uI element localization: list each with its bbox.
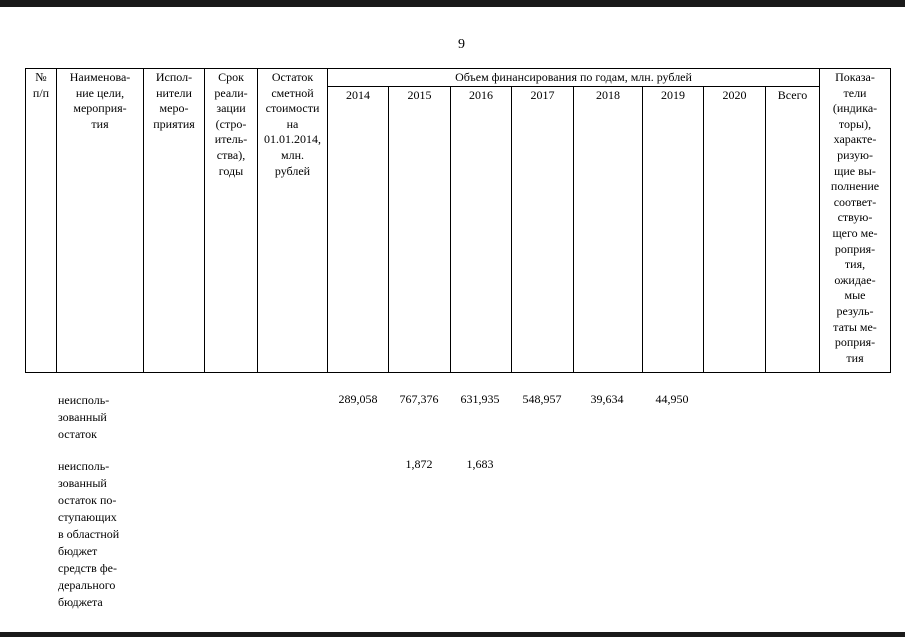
year-2018: 2018 (596, 88, 620, 102)
row-1-value-2016: 631,935 (460, 392, 500, 406)
row-1-value-2014: 289,058 (338, 392, 378, 406)
page-number: 9 (458, 37, 465, 52)
bottom-scan-border (0, 632, 905, 637)
year-2019: 2019 (661, 88, 685, 102)
header-funding-title: Объем финансирования по годам, млн. рублей (455, 70, 692, 84)
row-1-name: неисполь- зованный остаток (58, 393, 110, 441)
row-1-value-2018: 39,634 (590, 392, 624, 406)
top-scan-border (0, 0, 905, 7)
header-cost-remainder: Остаток сметной стоимости на 01.01.2014, млн. рублей (264, 70, 321, 178)
row-1-value-2015: 767,376 (399, 392, 439, 406)
header-term: Срок реали- зации (стро- итель- ства), годы (214, 70, 248, 178)
header-goal-name: Наименова- ние цели, мероприя- тия (69, 70, 131, 131)
row-2-name: неисполь- зованный остаток по- ступающих в областной бюджет средств фе- дерального бюджета (58, 459, 120, 609)
header-executors: Испол- нители меро- приятия (153, 70, 195, 131)
year-total: Всего (777, 88, 808, 102)
year-2020: 2020 (722, 88, 747, 102)
header-indicators: Показа- тели (индика- торы), характе- ризую- щие вы- полнение соответ- ствую- щего ме- роприя- тия, ожидае- мые резуль- таты ме- роприя- тия (830, 70, 880, 365)
row-2-value-2016: 1,683 (466, 457, 494, 471)
row-1-value-2017: 548,957 (522, 392, 562, 406)
year-2014: 2014 (346, 88, 370, 102)
row-1-value-2019: 44,950 (655, 392, 689, 406)
year-2016: 2016 (469, 88, 493, 102)
year-2015: 2015 (407, 88, 432, 102)
year-2017: 2017 (530, 88, 555, 102)
row-2-value-2015: 1,872 (405, 457, 433, 471)
header-number: № п/п (32, 70, 50, 100)
